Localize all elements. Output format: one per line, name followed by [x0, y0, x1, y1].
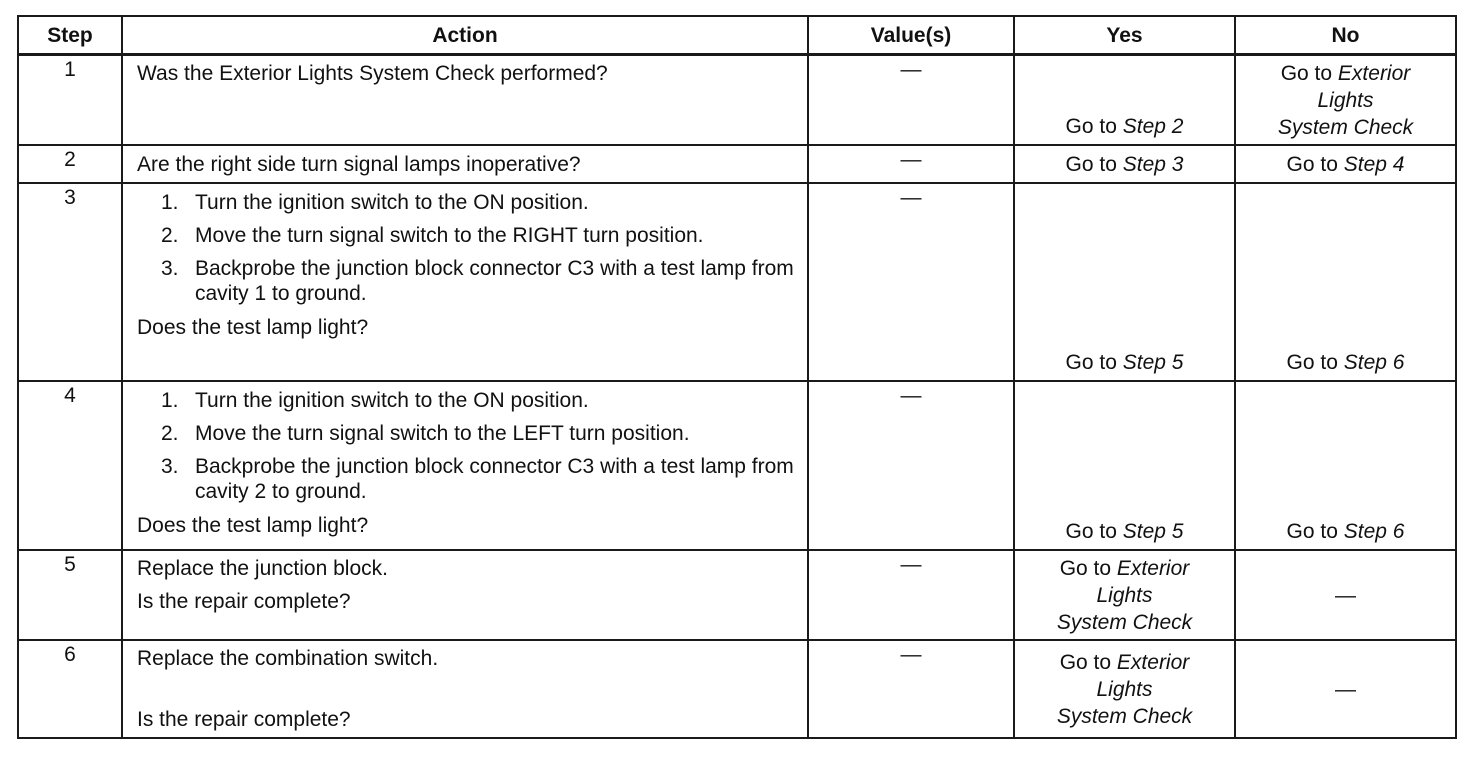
- yes-prefix: Go to: [1059, 650, 1112, 674]
- header-yes: Yes: [1014, 16, 1235, 55]
- no-prefix: Go to: [1286, 520, 1338, 543]
- no-cell: [1235, 183, 1456, 381]
- no-cell: [1235, 640, 1456, 738]
- substep-item: [137, 421, 795, 446]
- value-cell: [808, 145, 1014, 183]
- no-target-link[interactable]: Step 6: [1343, 351, 1405, 374]
- substep-text: Backprobe the junction block connector C3 with a test lamp from cavity 2 to ground.: [195, 455, 794, 503]
- value-dash: —: [900, 148, 922, 171]
- value-dash: —: [900, 643, 922, 666]
- diagnostic-table: [17, 15, 1457, 739]
- substep-item: [137, 190, 795, 215]
- yes-prefix: Go to: [1065, 520, 1117, 543]
- yes-target-link[interactable]: Step 5: [1122, 351, 1184, 374]
- no-target-link[interactable]: Step 6: [1343, 520, 1405, 543]
- yes-cell: [1014, 550, 1235, 640]
- substep-number: 3.: [161, 455, 179, 478]
- substep-item: [137, 223, 795, 248]
- action-question: Is the repair complete?: [137, 590, 351, 613]
- step-number: 5: [18, 550, 122, 640]
- action-cell: [122, 640, 808, 738]
- no-cell: [1235, 55, 1456, 146]
- value-dash: —: [900, 186, 922, 209]
- header-step: Step: [18, 16, 122, 55]
- yes-cell: [1014, 640, 1235, 738]
- substep-number: 1.: [161, 389, 179, 412]
- yes-target-link[interactable]: Exterior: [1116, 650, 1190, 674]
- action-question: Was the Exterior Lights System Check performed?: [137, 62, 608, 85]
- no-prefix: Go to: [1286, 152, 1338, 176]
- action-cell: [122, 183, 808, 381]
- substep-list: [137, 190, 795, 306]
- value-cell: [808, 183, 1014, 381]
- step-number: 2: [18, 145, 122, 183]
- yes-prefix: Go to: [1065, 351, 1117, 374]
- no-target-link[interactable]: Step 4: [1343, 152, 1405, 176]
- substep-item: [137, 454, 795, 504]
- value-dash: —: [900, 384, 922, 407]
- substep-text: Move the turn signal switch to the RIGHT turn position.: [195, 224, 704, 247]
- step-number: 4: [18, 381, 122, 550]
- yes-cell: [1014, 145, 1235, 183]
- substep-text: Backprobe the junction block connector C3 with a test lamp from cavity 1 to ground.: [195, 257, 794, 305]
- value-cell: [808, 381, 1014, 550]
- yes-target-link[interactable]: Step 5: [1122, 520, 1184, 543]
- no-prefix: Go to: [1280, 62, 1333, 85]
- yes-prefix: Go to: [1065, 115, 1117, 138]
- substep-number: 2.: [161, 422, 179, 445]
- table-row: [18, 55, 1456, 146]
- no-dash: —: [1335, 583, 1356, 607]
- yes-cell: [1014, 55, 1235, 146]
- yes-prefix: Go to: [1059, 556, 1112, 580]
- action-cell: [122, 550, 808, 640]
- substep-list: [137, 388, 795, 504]
- action-question: Are the right side turn signal lamps inoperative?: [137, 152, 581, 176]
- no-cell: [1235, 550, 1456, 640]
- no-dash: —: [1335, 677, 1356, 701]
- substep-item: [137, 256, 795, 306]
- step-number: 3: [18, 183, 122, 381]
- action-cell: [122, 381, 808, 550]
- yes-target-link[interactable]: Step 2: [1122, 115, 1184, 138]
- yes-cell: [1014, 183, 1235, 381]
- substep-text: Move the turn signal switch to the LEFT turn position.: [195, 422, 690, 445]
- action-instruction: Replace the junction block.: [137, 557, 388, 580]
- value-cell: [808, 640, 1014, 738]
- action-question: Does the test lamp light?: [137, 514, 369, 537]
- substep-text: Turn the ignition switch to the ON position.: [195, 389, 589, 412]
- yes-prefix: Go to: [1065, 152, 1117, 176]
- substep-item: [137, 388, 795, 413]
- substep-number: 2.: [161, 224, 179, 247]
- header-values: Value(s): [808, 16, 1014, 55]
- action-question: Is the repair complete?: [137, 708, 351, 731]
- no-cell: [1235, 381, 1456, 550]
- value-dash: —: [900, 553, 922, 576]
- header-action: Action: [122, 16, 808, 55]
- substep-number: 3.: [161, 257, 179, 280]
- value-cell: [808, 550, 1014, 640]
- step-number: 1: [18, 55, 122, 146]
- yes-target-link[interactable]: Exterior: [1116, 556, 1190, 580]
- yes-target-link-line2[interactable]: Lights: [1096, 583, 1153, 607]
- value-dash: —: [900, 58, 922, 81]
- table-row: [18, 640, 1456, 738]
- no-cell: [1235, 145, 1456, 183]
- no-target-link-line3[interactable]: System Check: [1277, 116, 1414, 139]
- action-instruction: Replace the combination switch.: [137, 647, 439, 670]
- table-row: [18, 381, 1456, 550]
- no-target-link-line2[interactable]: Lights: [1317, 89, 1374, 112]
- yes-target-link[interactable]: Step 3: [1122, 152, 1184, 176]
- substep-text: Turn the ignition switch to the ON position.: [195, 191, 589, 214]
- yes-target-link-line2[interactable]: Lights: [1096, 677, 1153, 701]
- no-target-link[interactable]: Exterior: [1337, 62, 1411, 85]
- action-cell: [122, 145, 808, 183]
- yes-target-link-line3[interactable]: System Check: [1056, 610, 1193, 634]
- substep-number: 1.: [161, 191, 179, 214]
- yes-cell: [1014, 381, 1235, 550]
- header-no: No: [1235, 16, 1456, 55]
- table-row: [18, 145, 1456, 183]
- action-cell: [122, 55, 808, 146]
- step-number: 6: [18, 640, 122, 738]
- value-cell: [808, 55, 1014, 146]
- header-row: [18, 16, 1456, 55]
- table-row: [18, 550, 1456, 640]
- no-prefix: Go to: [1286, 351, 1338, 374]
- action-question: Does the test lamp light?: [137, 316, 369, 339]
- yes-target-link-line3[interactable]: System Check: [1056, 704, 1193, 728]
- table-row: [18, 183, 1456, 381]
